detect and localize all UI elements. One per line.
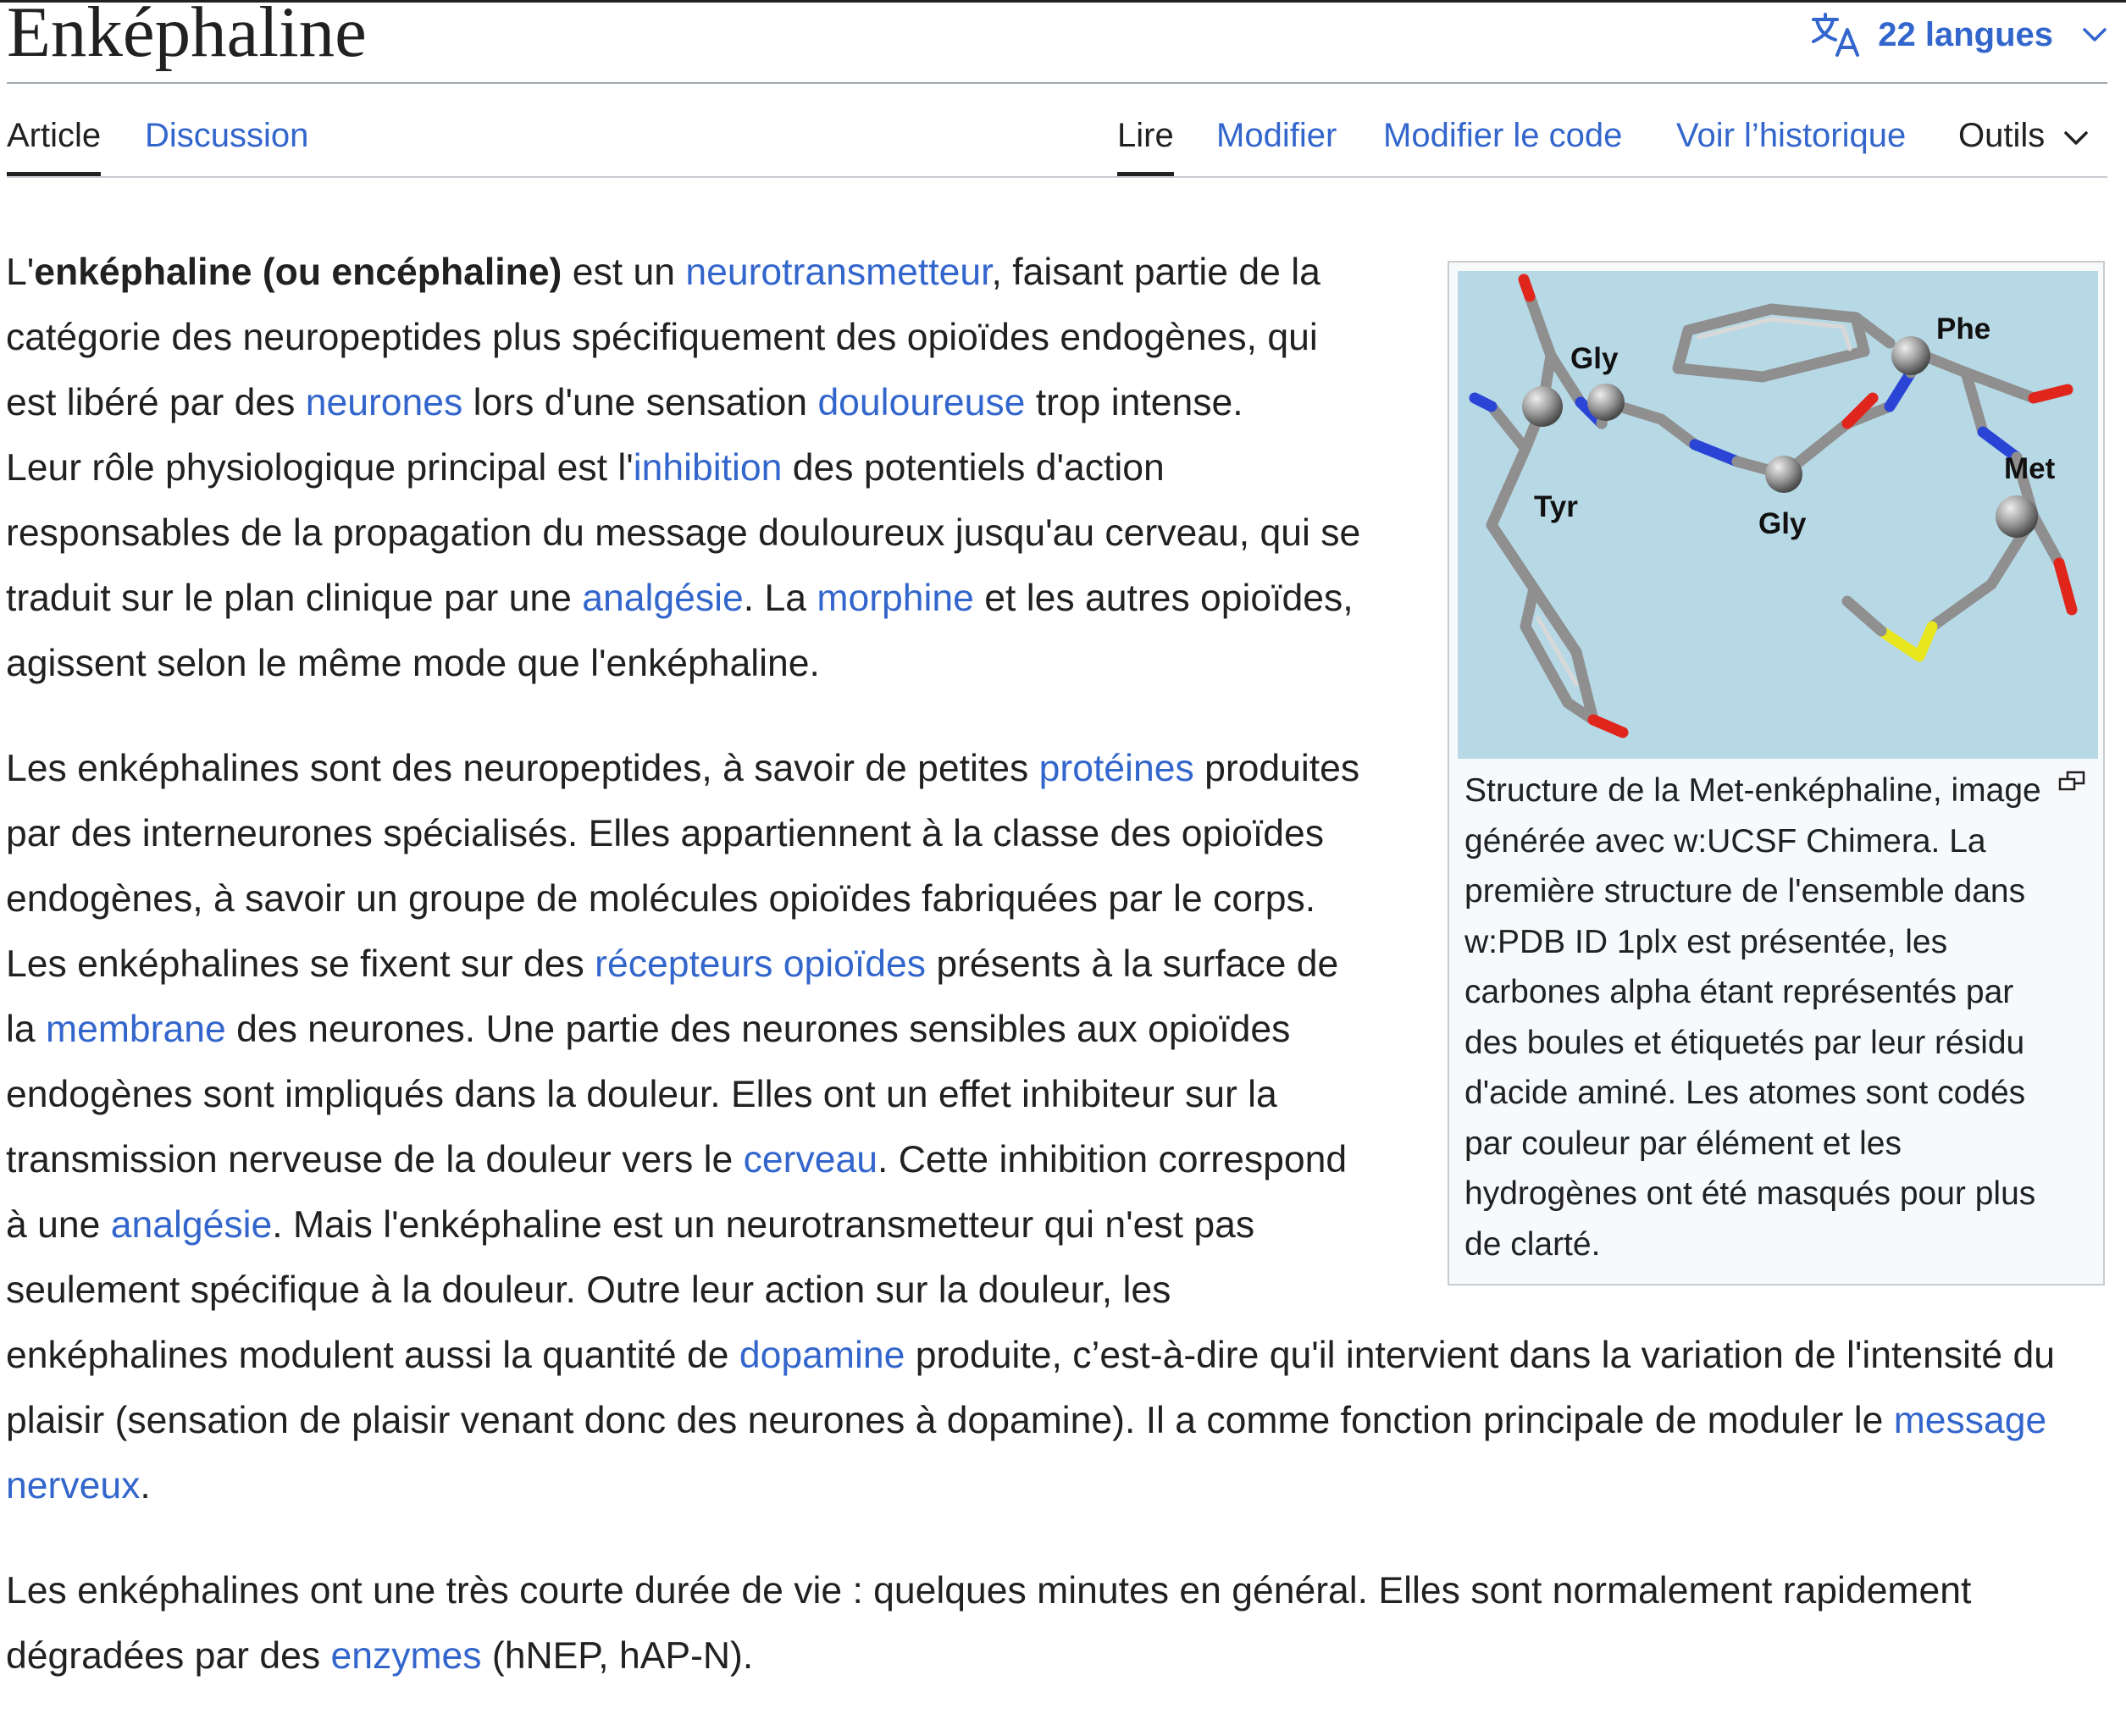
- bold-term: enképhaline (ou encéphaline): [34, 252, 562, 293]
- figure-caption: Structure de la Met-enképhaline, image générée avec w:UCSF Chimera. La première structure de l'ensemble dans w:PDB ID 1plx est présentée, les carbones alpha étant représentés par des boules et étiquetés par leur résidu d'acide aminé. Les atomes sont codés par couleur par élément et les hydrogènes ont été masqués pour plus de clarté.: [1464, 772, 2041, 1263]
- tab-edit-source[interactable]: Modifier le code: [1383, 117, 1623, 154]
- language-selector-button[interactable]: [1810, 7, 2107, 63]
- tab-discussion[interactable]: Discussion: [145, 117, 309, 154]
- text: Les enképhalines ont une très courte durée de vie : quelques minutes en général. Elles sont normalement rapidement dégradées par des: [6, 1570, 1972, 1677]
- text: produites par des interneurones spécialisés. Elles appartiennent à la classe des opioïdes endogènes, à savoir un groupe de molécules opioïdes fabriquées par le corps. Les enképhalines se fixent sur des: [6, 748, 1360, 985]
- text: produite, c’est-à-dire qu'il intervient dans la variation de l'intensité du plaisir (sensation de plaisir venant donc des neurones à dopamine). Il a comme fonction principale de moduler le: [6, 1335, 2056, 1441]
- text: trop intense.: [1025, 382, 1243, 423]
- residue-label-gly-1: Gly: [1570, 342, 1619, 375]
- translate-icon: [1810, 11, 1863, 58]
- text: . La: [743, 578, 817, 619]
- paragraph-3: [6, 1558, 2102, 1689]
- text: .: [140, 1465, 151, 1507]
- text: lors d'une sensation: [462, 382, 818, 423]
- link-analgesie-2[interactable]: analgésie: [110, 1204, 273, 1246]
- text: est un: [562, 252, 686, 293]
- link-cerveau[interactable]: cerveau: [743, 1139, 878, 1180]
- text: présents à la surface de la: [6, 943, 1339, 1050]
- chevron-down-icon: [2063, 110, 2089, 161]
- link-neurones[interactable]: neurones: [305, 382, 463, 423]
- languages-label: 22 langues: [1878, 15, 2053, 53]
- link-dopamine[interactable]: dopamine: [739, 1335, 905, 1376]
- tab-read[interactable]: Lire: [1117, 110, 1174, 161]
- link-membrane[interactable]: membrane: [46, 1009, 226, 1050]
- tab-history[interactable]: Voir l’historique: [1676, 117, 1907, 154]
- link-message-nerveux[interactable]: message nerveux: [6, 1400, 2047, 1507]
- text: Leur rôle physiologique principal est l': [6, 447, 634, 489]
- text: Les enképhalines sont des neuropeptides, à savoir de petites: [6, 748, 1039, 789]
- text: . Mais l'enképhaline est un neurotransmetteur qui n'est pas seulement spécifique à la douleur. Outre leur action sur la douleur, les enképhalines modulent aussi la quantité de: [6, 1204, 1255, 1376]
- text: (hNEP, hAP-N).: [481, 1635, 754, 1677]
- link-douloureuse[interactable]: douloureuse: [817, 382, 1026, 423]
- link-enzymes[interactable]: enzymes: [330, 1635, 482, 1677]
- tools-menu-button[interactable]: [1958, 110, 2089, 161]
- residue-label-phe: Phe: [1936, 312, 1991, 346]
- link-morphine[interactable]: morphine: [817, 578, 974, 619]
- link-neurotransmetteur[interactable]: neurotransmetteur: [685, 252, 992, 293]
- title-divider: [7, 82, 2107, 84]
- text: et les autres opioïdes, agissent selon le même mode que l'enképhaline.: [6, 578, 1354, 684]
- article-body: [6, 240, 2102, 1728]
- residue-label-tyr: Tyr: [1534, 490, 1578, 523]
- text: des potentiels d'action responsables de la propagation du message douloureux jusqu'au cerveau, qui se traduit sur le plan clinique par une: [6, 447, 1361, 619]
- residue-label-met: Met: [2004, 452, 2056, 485]
- residue-label-gly-2: Gly: [1758, 507, 1807, 540]
- text: des neurones. Une partie des neurones sensibles aux opioïdes endogènes sont impliqués dans la douleur. Elles ont un effet inhibiteur sur la transmission nerveuse de la douleur vers le: [6, 1009, 1291, 1180]
- link-recepteurs-opioides[interactable]: récepteurs opioïdes: [595, 943, 926, 985]
- figure-float-spacer: [1372, 240, 2102, 1307]
- link-inhibition[interactable]: inhibition: [633, 447, 783, 489]
- text: L': [6, 252, 35, 293]
- link-proteines[interactable]: protéines: [1038, 748, 1194, 789]
- text: , faisant partie de la catégorie des neuropeptides plus spécifiquement des opioïdes endogènes, qui est libéré par des: [6, 252, 1320, 423]
- text: . Cette inhibition correspond à une: [6, 1139, 1348, 1246]
- tab-article[interactable]: Article: [7, 110, 101, 161]
- link-analgesie[interactable]: analgésie: [582, 578, 744, 619]
- tab-edit[interactable]: Modifier: [1216, 117, 1337, 154]
- page-title: Enképhaline: [7, 0, 367, 72]
- tabs-divider: [7, 176, 2107, 178]
- tools-label: Outils: [1958, 117, 2046, 154]
- chevron-down-icon: [2082, 26, 2107, 43]
